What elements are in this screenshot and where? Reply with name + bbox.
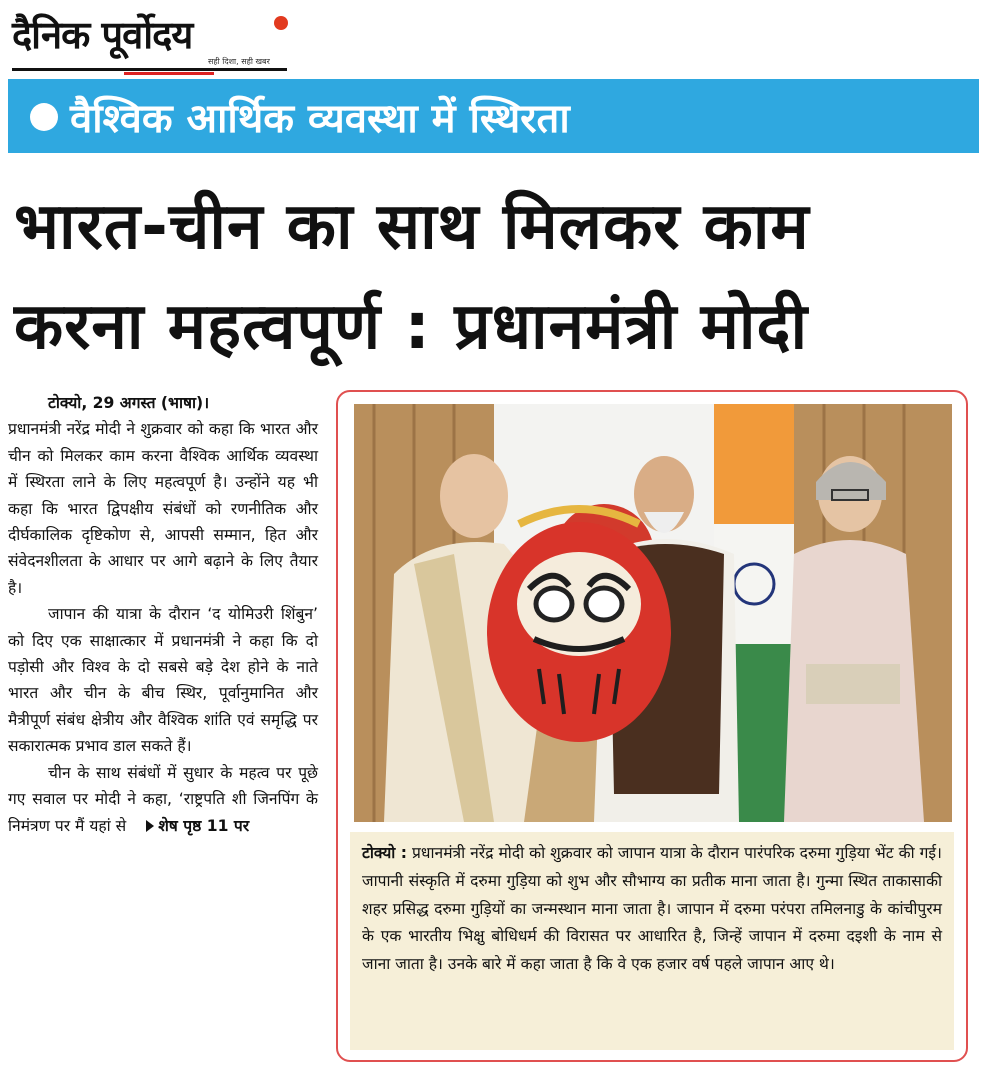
article-dateline: टोक्यो, 29 अगस्त (भाषा)। bbox=[48, 394, 210, 412]
caption-dateline: टोक्यो : bbox=[362, 844, 408, 862]
bullet-icon bbox=[30, 103, 58, 131]
news-photo bbox=[354, 404, 952, 822]
article-paragraph-3-text: चीन के साथ संबंधों में सुधार के महत्व पर पूछे गए सवाल पर मोदी ने कहा, ‘राष्ट्रपति शी जिनपिंग के निमंत्रण पर मैं यहां से bbox=[8, 763, 318, 835]
kicker-banner bbox=[8, 79, 979, 153]
article-body bbox=[8, 390, 318, 839]
article-paragraph-1: प्रधानमंत्री नरेंद्र मोदी ने शुक्रवार को कहा कि भारत और चीन को मिलकर काम करना वैश्विक आर्थिक व्यवस्था में स्थिरता लाने के लिए महत्वपूर्ण है। उन्होंने यह भी कहा कि भारत द्विपक्षीय संबंधों को रणनीतिक और दीर्घकालिक दृष्टिकोण से, आपसी सम्मान, हित और संवेदनशीलता के आधार पर आगे बढ़ाने के लिए तैयार है। bbox=[8, 420, 318, 597]
continued-label: शेष पृष्ठ 11 पर bbox=[158, 816, 250, 835]
photo-box bbox=[336, 390, 968, 1062]
photo-caption bbox=[350, 832, 954, 1050]
masthead bbox=[12, 6, 287, 72]
headline-line-2: करना महत्वपूर्ण : प्रधानमंत्री मोदी bbox=[14, 290, 809, 364]
continue-arrow-icon bbox=[146, 820, 154, 832]
logo-underline bbox=[12, 68, 287, 71]
headline-line-1: भारत-चीन का साथ मिलकर काम bbox=[14, 190, 810, 264]
continued-marker[interactable] bbox=[126, 817, 249, 835]
article-paragraph-2: जापान की यात्रा के दौरान ‘द योमिउरी शिंबुन’ को दिए एक साक्षात्कार में प्रधानमंत्री ने कहा कि दो पड़ोसी और विश्व के दो सबसे बड़े देश होने के नाते भारत और चीन के बीच स्थिर, पूर्वानुमानित और मैत्रीपूर्ण संबंध क्षेत्रीय और वैश्विक शांति एवं समृद्धि पर सकारात्मक प्रभाव डाल सकते हैं। bbox=[8, 605, 318, 756]
article-paragraph-3 bbox=[8, 760, 318, 839]
logo-red-accent bbox=[124, 72, 214, 75]
logo-tagline: सही दिशा, सही खबर bbox=[208, 57, 270, 66]
newspaper-logo: दैनिक पूर्वोदय bbox=[12, 13, 193, 57]
logo-dot-icon bbox=[274, 16, 288, 30]
kicker-text: वैश्विक आर्थिक व्यवस्था में स्थिरता bbox=[70, 96, 570, 142]
caption-text: प्रधानमंत्री नरेंद्र मोदी को शुक्रवार को जापान यात्रा के दौरान पारंपरिक दरुमा गुड़िया भेंट की गई। जापानी संस्कृति में दरुमा गुड़िया को शुभ और सौभाग्य का प्रतीक माना जाता है। गुन्मा स्थित ताकासाकी शहर प्रसिद्ध दरुमा गुड़ियों का जन्मस्थान माना जाता है। जापान में दरुमा परंपरा तमिलनाडु के कांचीपुरम के एक भारतीय भिक्षु बोधिधर्म की विरासत पर आधारित है, जिन्हें जापान में दरुमा दइशी के नाम से जाना जाता है। उनके बारे में कहा जाता है कि वे एक हजार वर्ष पहले जापान आए थे। bbox=[362, 844, 942, 974]
